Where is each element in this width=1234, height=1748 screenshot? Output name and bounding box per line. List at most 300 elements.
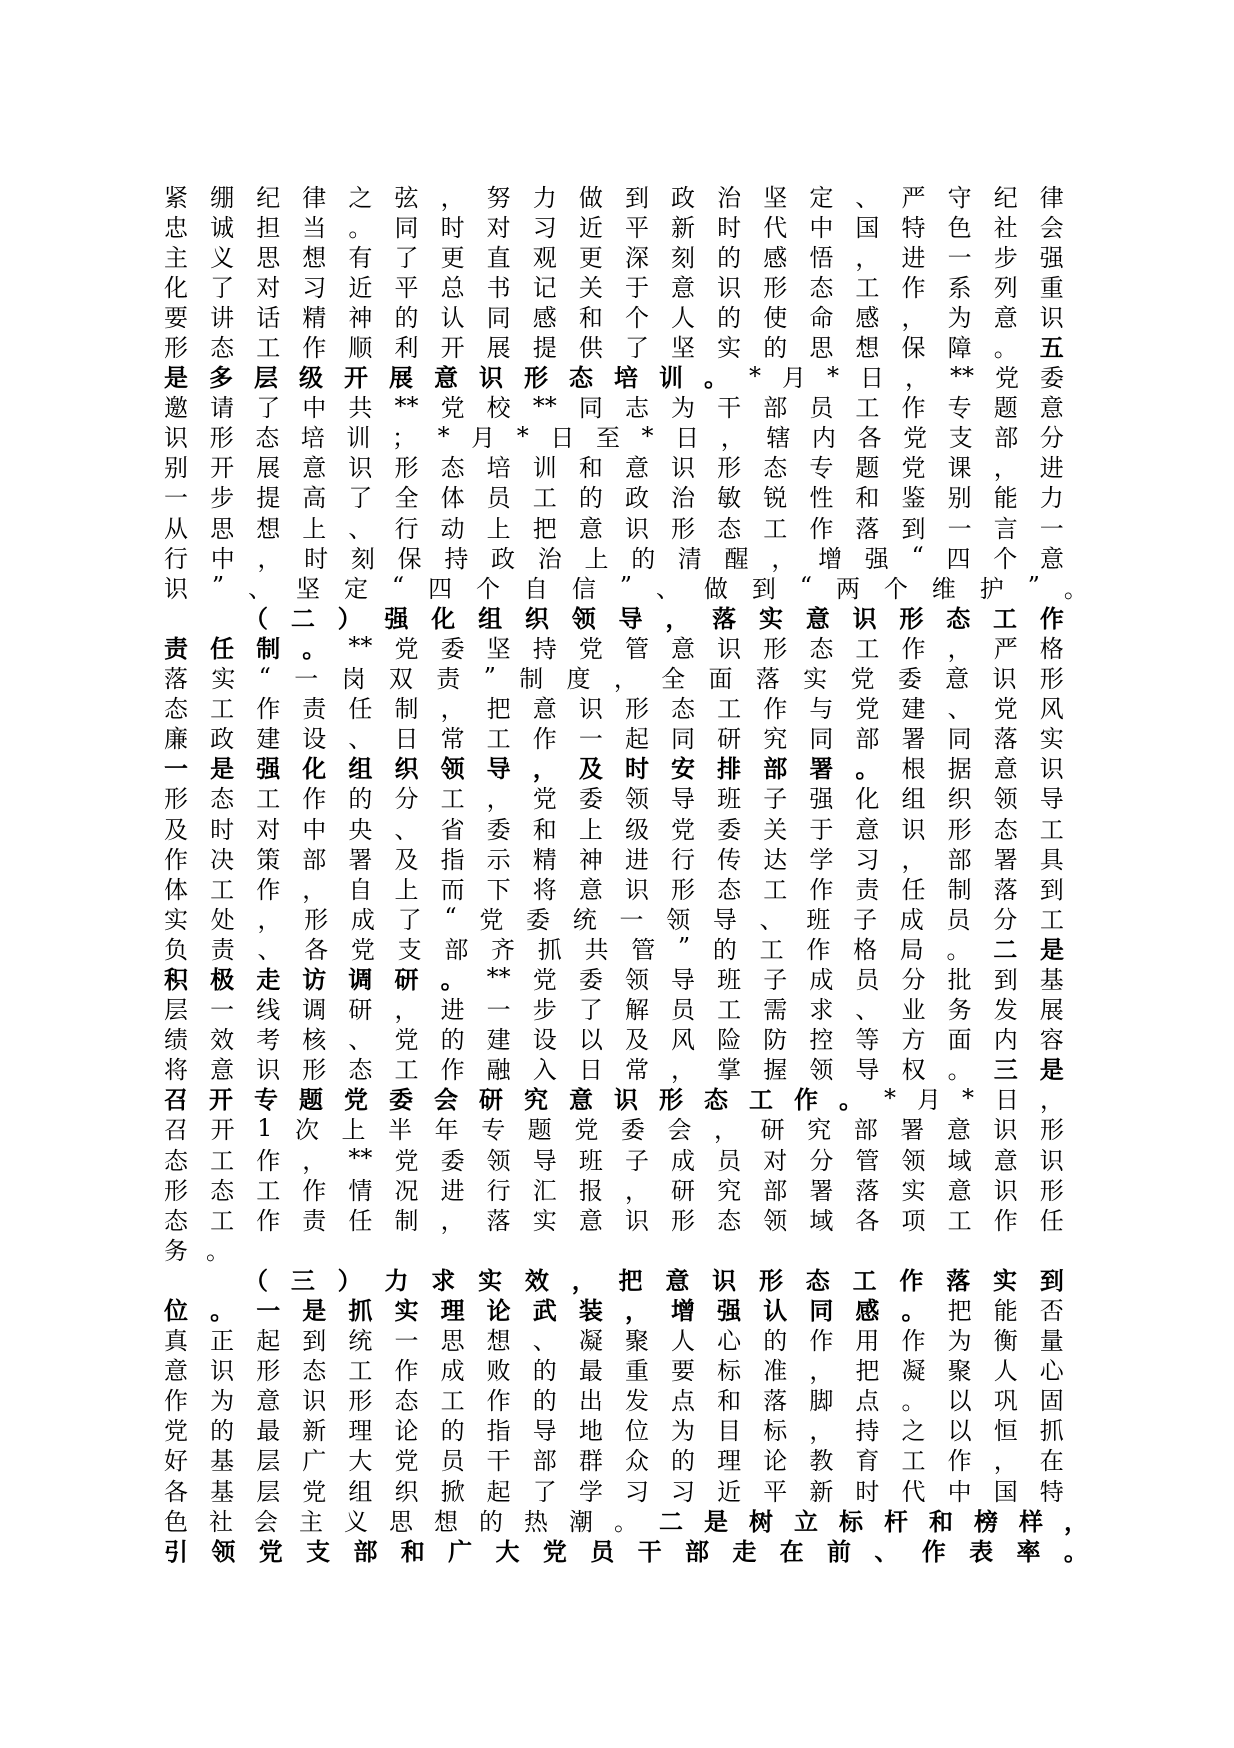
glyph: 律 xyxy=(302,183,327,212)
bold-glyph: 实 xyxy=(478,1265,503,1295)
glyph: ， xyxy=(440,1206,465,1235)
text-line xyxy=(164,1233,1064,1263)
glyph: 分 xyxy=(1039,424,1064,453)
glyph: 人 xyxy=(993,1357,1018,1386)
glyph: 。 xyxy=(901,1387,926,1416)
glyph: 了 xyxy=(394,243,419,272)
glyph: 等 xyxy=(855,1026,880,1055)
glyph: 同 xyxy=(809,725,834,754)
bold-glyph: 实 xyxy=(993,1265,1017,1295)
glyph: 委 xyxy=(620,1116,645,1145)
glyph: 最 xyxy=(578,1357,603,1386)
glyph: 一 xyxy=(164,484,188,513)
bold-glyph: 召 xyxy=(164,1085,188,1115)
glyph: 意 xyxy=(671,634,696,663)
glyph: 的 xyxy=(532,1387,557,1416)
glyph: 强 xyxy=(809,785,834,814)
glyph: 感 xyxy=(532,303,557,332)
glyph: 全 xyxy=(661,665,686,694)
glyph: ， xyxy=(257,544,282,573)
glyph: 代 xyxy=(763,213,788,242)
glyph: 到 xyxy=(751,574,776,603)
bold-glyph: 求 xyxy=(431,1265,456,1295)
glyph: 、 xyxy=(532,1327,557,1356)
bold-glyph: 究 xyxy=(524,1085,548,1115)
glyph: 想 xyxy=(256,514,281,543)
bold-glyph: 展 xyxy=(389,363,413,393)
bold-glyph: 识 xyxy=(852,603,877,633)
glyph: 使 xyxy=(763,303,788,332)
bold-glyph: 责 xyxy=(164,633,188,663)
glyph: 建 xyxy=(901,695,926,724)
glyph: 工 xyxy=(210,1146,235,1175)
glyph: 意 xyxy=(532,695,557,724)
bold-glyph: 二 xyxy=(659,1506,683,1536)
glyph: 群 xyxy=(578,1447,603,1476)
glyph: 记 xyxy=(532,273,557,302)
glyph: 的 xyxy=(348,785,373,814)
glyph: 工 xyxy=(759,935,784,964)
glyph: 成 xyxy=(809,965,834,994)
glyph: 思 xyxy=(440,1327,465,1356)
glyph: 人 xyxy=(671,303,696,332)
glyph: 一 xyxy=(210,996,235,1025)
glyph: 班 xyxy=(717,965,742,994)
glyph: 标 xyxy=(717,1357,742,1386)
glyph: ， xyxy=(947,634,972,663)
glyph: 党 xyxy=(995,364,1019,393)
glyph: 力 xyxy=(532,183,557,212)
glyph: 层 xyxy=(256,1447,281,1476)
text-line xyxy=(164,1293,1064,1326)
glyph: 半 xyxy=(388,1116,413,1145)
glyph: 党 xyxy=(394,634,419,663)
glyph: 月 xyxy=(782,364,806,393)
glyph: 治 xyxy=(717,183,742,212)
glyph: 行 xyxy=(486,1176,511,1205)
text-line xyxy=(164,1324,1064,1354)
glyph: 言 xyxy=(993,514,1018,543)
glyph: ** xyxy=(348,1144,373,1173)
glyph: 成 xyxy=(350,905,375,934)
glyph: 风 xyxy=(1039,695,1064,724)
glyph: 识 xyxy=(1039,755,1064,784)
glyph: 党 xyxy=(850,665,875,694)
glyph: 坚 xyxy=(763,183,788,212)
glyph: 训 xyxy=(532,454,557,483)
glyph: 导 xyxy=(855,1056,880,1085)
glyph: 形 xyxy=(1039,1176,1064,1205)
glyph: 批 xyxy=(947,965,972,994)
bold-glyph: 时 xyxy=(624,754,649,784)
bold-glyph: 广 xyxy=(448,1536,473,1566)
glyph: 时 xyxy=(717,213,742,242)
bold-glyph: 意 xyxy=(805,603,830,633)
glyph: 潮 xyxy=(569,1507,593,1536)
glyph: 步 xyxy=(532,996,557,1025)
glyph: 态 xyxy=(164,695,188,724)
glyph: 态 xyxy=(809,273,834,302)
glyph: 会 xyxy=(1039,213,1064,242)
bold-glyph: 组 xyxy=(478,603,503,633)
glyph: ， xyxy=(771,544,796,573)
glyph: 作 xyxy=(486,1387,511,1416)
bold-glyph: 力 xyxy=(384,1265,409,1295)
glyph: 开 xyxy=(210,1116,235,1145)
glyph: 态 xyxy=(671,695,696,724)
bold-glyph: 强 xyxy=(256,754,281,784)
text-line xyxy=(164,1414,1064,1444)
glyph: 常 xyxy=(624,1056,649,1085)
glyph: 分 xyxy=(809,1146,834,1175)
glyph: 作 xyxy=(164,845,188,874)
glyph: ， xyxy=(1040,1086,1064,1115)
glyph: 处 xyxy=(210,905,235,934)
glyph: 次 xyxy=(294,1116,319,1145)
glyph: 线 xyxy=(256,996,281,1025)
glyph: 识 xyxy=(993,1176,1018,1205)
glyph: 意 xyxy=(1039,394,1064,423)
glyph: 担 xyxy=(256,213,281,242)
glyph: 和 xyxy=(578,303,603,332)
glyph: 义 xyxy=(344,1507,368,1536)
glyph: 部 xyxy=(994,424,1019,453)
glyph: 制 xyxy=(519,665,544,694)
glyph: 工 xyxy=(256,334,281,363)
glyph: 导 xyxy=(712,905,737,934)
glyph: 调 xyxy=(302,996,327,1025)
glyph: 领 xyxy=(486,1146,511,1175)
glyph: 好 xyxy=(164,1447,188,1476)
glyph: 进 xyxy=(901,243,926,272)
glyph: 强 xyxy=(1039,243,1064,272)
glyph: 意 xyxy=(164,1357,188,1386)
glyph: 党 xyxy=(394,1146,419,1175)
glyph: 学 xyxy=(578,1477,603,1506)
glyph: 情 xyxy=(348,1176,373,1205)
glyph: 新 xyxy=(809,1477,834,1506)
glyph: 义 xyxy=(210,243,235,272)
glyph: 员 xyxy=(809,394,834,423)
glyph: * xyxy=(884,1083,896,1112)
glyph: 工 xyxy=(210,875,235,904)
glyph: 委 xyxy=(1040,364,1064,393)
glyph: ， xyxy=(993,1447,1018,1476)
glyph: 研 xyxy=(717,725,742,754)
glyph: 平 xyxy=(624,213,649,242)
glyph: 工 xyxy=(855,394,880,423)
glyph: 及 xyxy=(164,815,188,844)
bold-glyph: （ xyxy=(244,1265,268,1295)
glyph: 步 xyxy=(993,243,1018,272)
bold-glyph: 走 xyxy=(732,1536,757,1566)
bold-glyph: 意 xyxy=(665,1265,690,1295)
glyph: 建 xyxy=(486,1026,511,1055)
glyph: 神 xyxy=(578,845,603,874)
glyph: 部 xyxy=(532,1447,557,1476)
glyph: 态 xyxy=(210,1176,235,1205)
bold-glyph: 作 xyxy=(1039,603,1064,633)
glyph: 以 xyxy=(947,1417,972,1446)
glyph: 行 xyxy=(394,514,419,543)
glyph: 了 xyxy=(397,905,422,934)
bold-glyph: 层 xyxy=(254,363,278,393)
glyph: 纪 xyxy=(993,183,1018,212)
glyph: 形 xyxy=(671,514,696,543)
glyph: 抓 xyxy=(537,935,562,964)
glyph: 意 xyxy=(947,1176,972,1205)
bold-glyph: 三 xyxy=(290,1265,315,1295)
bold-glyph: 。 xyxy=(901,1296,926,1326)
glyph: 具 xyxy=(1039,845,1064,874)
text-line xyxy=(164,330,1064,363)
glyph: 广 xyxy=(302,1447,327,1476)
bold-glyph: ， xyxy=(532,754,557,784)
glyph: 国 xyxy=(993,1477,1018,1506)
glyph: 直 xyxy=(486,243,511,272)
glyph: 传 xyxy=(717,845,742,874)
bold-glyph: 和 xyxy=(400,1536,425,1566)
glyph: 员 xyxy=(717,1146,742,1175)
bold-glyph: 形 xyxy=(524,363,548,393)
glyph: * xyxy=(641,421,654,450)
glyph: 实 xyxy=(901,1176,926,1205)
glyph: 人 xyxy=(671,1327,696,1356)
glyph: 最 xyxy=(256,1417,281,1446)
glyph: 一 xyxy=(486,996,511,1025)
glyph: ， xyxy=(809,1357,834,1386)
bold-glyph: 五 xyxy=(1039,333,1064,363)
glyph: 习 xyxy=(855,845,880,874)
glyph: 研 xyxy=(671,1176,696,1205)
glyph: 重 xyxy=(624,1357,649,1386)
text-line xyxy=(164,511,1064,541)
glyph: 作 xyxy=(256,695,281,724)
glyph: 的 xyxy=(763,1327,788,1356)
glyph: 统 xyxy=(348,1327,373,1356)
glyph: 月 xyxy=(917,1086,941,1115)
glyph: 理 xyxy=(717,1447,742,1476)
glyph: 任 xyxy=(1039,1206,1064,1235)
glyph: 观 xyxy=(532,243,557,272)
glyph: 识 xyxy=(992,665,1017,694)
glyph: 和 xyxy=(532,815,557,844)
glyph: 绩 xyxy=(164,1026,188,1055)
text-line xyxy=(164,481,1064,511)
glyph: 管 xyxy=(631,935,656,964)
glyph: 分 xyxy=(993,905,1018,934)
glyph: 工 xyxy=(486,725,511,754)
glyph: 干 xyxy=(486,1447,511,1476)
glyph: 开 xyxy=(210,454,235,483)
glyph: 热 xyxy=(524,1507,548,1536)
glyph: 形 xyxy=(164,785,188,814)
glyph: 任 xyxy=(348,695,373,724)
glyph: 面 xyxy=(947,1026,972,1055)
glyph: 意 xyxy=(993,1146,1018,1175)
bold-glyph: 、 xyxy=(874,1536,899,1566)
glyph: 认 xyxy=(440,303,465,332)
glyph: 态 xyxy=(210,785,235,814)
glyph: 清 xyxy=(677,544,702,573)
glyph: 保 xyxy=(901,334,926,363)
glyph: 聚 xyxy=(624,1327,649,1356)
glyph: 子 xyxy=(853,905,878,934)
glyph: 据 xyxy=(947,755,972,784)
glyph: 时 xyxy=(855,1477,880,1506)
glyph: 实 xyxy=(532,1206,557,1235)
glyph: ” xyxy=(1027,572,1040,601)
glyph: 廉 xyxy=(164,725,188,754)
bold-glyph: 和 xyxy=(929,1506,953,1536)
bold-glyph: 织 xyxy=(394,754,419,784)
glyph: 性 xyxy=(809,484,834,513)
glyph: ； xyxy=(391,424,416,453)
glyph: 到 xyxy=(993,965,1018,994)
glyph: 工 xyxy=(901,1447,926,1476)
glyph: 专 xyxy=(481,1116,506,1145)
glyph: 委 xyxy=(897,665,922,694)
glyph: 命 xyxy=(809,303,834,332)
glyph: 领 xyxy=(809,1056,834,1085)
glyph: 中 xyxy=(302,394,327,423)
glyph: 培 xyxy=(300,424,325,453)
glyph: 基 xyxy=(210,1447,235,1476)
glyph: 请 xyxy=(210,394,235,423)
glyph: ， xyxy=(720,424,745,453)
bold-glyph: 态 xyxy=(569,363,593,393)
glyph: 成 xyxy=(899,905,924,934)
glyph: 责 xyxy=(302,1206,327,1235)
glyph: 了 xyxy=(348,484,373,513)
glyph: 自 xyxy=(523,574,548,603)
glyph: 到 xyxy=(302,1327,327,1356)
glyph: 报 xyxy=(578,1176,603,1205)
glyph: 干 xyxy=(717,394,742,423)
glyph: 做 xyxy=(578,183,603,212)
glyph: 内 xyxy=(993,1026,1018,1055)
glyph: 领 xyxy=(624,965,649,994)
glyph: 意 xyxy=(624,454,649,483)
bold-glyph: 化 xyxy=(431,603,456,633)
glyph: 防 xyxy=(763,1026,788,1055)
bold-glyph: 强 xyxy=(384,603,409,633)
glyph: 进 xyxy=(1039,454,1064,483)
glyph: 大 xyxy=(348,1447,373,1476)
glyph: 态 xyxy=(164,1146,188,1175)
glyph: 落 xyxy=(755,665,780,694)
glyph: 员 xyxy=(440,1447,465,1476)
bold-glyph: 抓 xyxy=(348,1296,373,1326)
glyph: 和 xyxy=(578,454,603,483)
text-line xyxy=(164,962,1064,992)
glyph: 研 xyxy=(760,1116,785,1145)
glyph: * xyxy=(437,421,450,450)
glyph: 教 xyxy=(809,1447,834,1476)
glyph: 主 xyxy=(299,1507,323,1536)
bold-glyph: 态 xyxy=(704,1085,728,1115)
bold-glyph: ， xyxy=(1064,1506,1088,1536)
glyph: 控 xyxy=(809,1026,834,1055)
bold-glyph: 论 xyxy=(486,1296,511,1326)
glyph: 究 xyxy=(717,1176,742,1205)
bold-glyph: 样 xyxy=(1019,1506,1043,1536)
glyph: 总 xyxy=(440,273,465,302)
bold-glyph: 。 xyxy=(440,964,465,994)
glyph: 恒 xyxy=(993,1417,1018,1446)
bold-glyph: ， xyxy=(571,1265,596,1295)
glyph: 域 xyxy=(809,1206,834,1235)
glyph: 、 xyxy=(855,996,880,1025)
glyph: 工 xyxy=(1039,905,1064,934)
glyph: 了 xyxy=(624,334,649,363)
glyph: 基 xyxy=(1039,965,1064,994)
glyph: 中 xyxy=(210,544,235,573)
bold-glyph: 开 xyxy=(209,1085,233,1115)
bold-glyph: 把 xyxy=(618,1265,643,1295)
glyph: 部 xyxy=(302,845,327,874)
glyph: 党 xyxy=(578,634,603,663)
glyph: 抓 xyxy=(1039,1417,1064,1446)
text-line xyxy=(164,752,1064,782)
bold-glyph: 研 xyxy=(479,1085,503,1115)
text-line xyxy=(164,842,1064,872)
glyph: 为 xyxy=(947,303,972,332)
glyph: 上 xyxy=(578,815,603,844)
glyph: 工 xyxy=(947,1206,972,1235)
glyph: 作 xyxy=(901,634,926,663)
glyph: 态 xyxy=(993,815,1018,844)
glyph: 习 xyxy=(532,213,557,242)
glyph: 各 xyxy=(855,1206,880,1235)
glyph: 起 xyxy=(624,725,649,754)
glyph: 化 xyxy=(855,785,880,814)
glyph: 之 xyxy=(348,183,373,212)
glyph: 意 xyxy=(946,1116,971,1145)
glyph: 平 xyxy=(763,1477,788,1506)
glyph: 识 xyxy=(717,273,742,302)
glyph: 党 xyxy=(671,815,696,844)
glyph: 的 xyxy=(717,243,742,272)
glyph: 邀 xyxy=(164,394,188,423)
bold-glyph: 专 xyxy=(254,1085,278,1115)
glyph: 权 xyxy=(901,1056,926,1085)
glyph: 于 xyxy=(624,273,649,302)
glyph: 全 xyxy=(394,484,419,513)
glyph: 党 xyxy=(901,454,926,483)
bold-glyph: 二 xyxy=(290,603,315,633)
bold-glyph: 一 xyxy=(256,1296,281,1326)
bold-glyph: 三 xyxy=(993,1055,1018,1085)
bold-glyph: 理 xyxy=(440,1296,465,1326)
glyph: 业 xyxy=(901,996,926,1025)
glyph: 作 xyxy=(809,1327,834,1356)
glyph: 组 xyxy=(901,785,926,814)
glyph: 格 xyxy=(1039,634,1064,663)
glyph: 到 xyxy=(901,514,926,543)
glyph: 意 xyxy=(578,1206,603,1235)
glyph: 治 xyxy=(671,484,696,513)
glyph: 志 xyxy=(624,394,649,423)
glyph: 态 xyxy=(717,514,742,543)
glyph: 持 xyxy=(444,544,469,573)
glyph: 掀 xyxy=(440,1477,465,1506)
glyph: 领 xyxy=(901,1146,926,1175)
bold-glyph: 培 xyxy=(614,363,638,393)
glyph: 时 xyxy=(210,815,235,844)
glyph: 建 xyxy=(256,725,281,754)
glyph: 局 xyxy=(899,935,924,964)
